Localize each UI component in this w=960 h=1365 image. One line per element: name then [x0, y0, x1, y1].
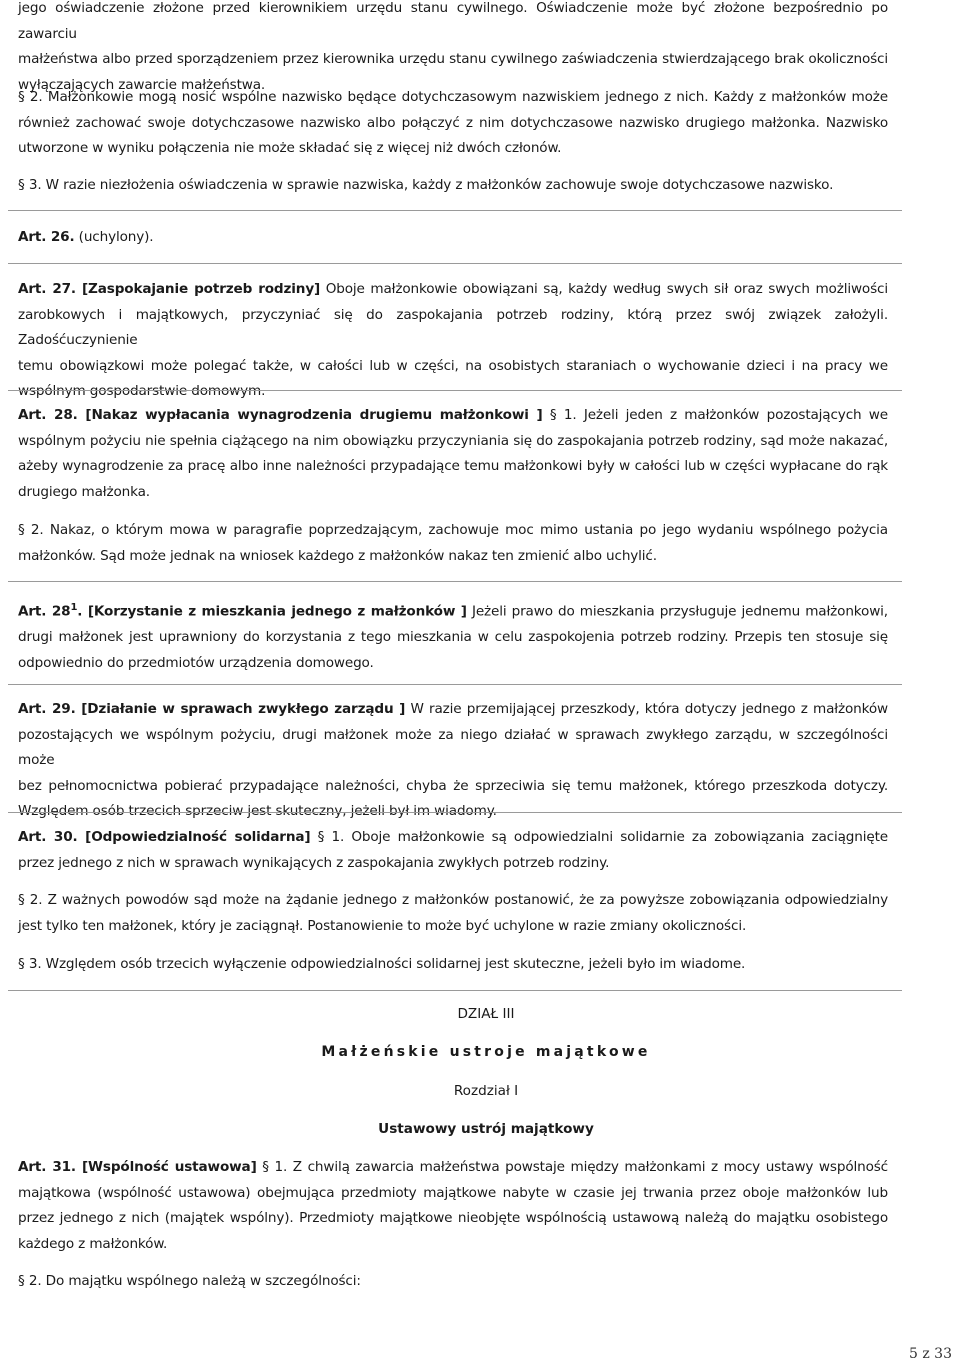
text-line: § 3. Względem osób trzecich wyłączenie odpowiedzialności solidarnej jest skuteczne, jeżeli było im wiadome.: [18, 956, 746, 972]
article-text: § 1. Oboje małżonkowie są odpowiedzialni solidarnie za zobowiązania zaciągnięte: [310, 829, 888, 845]
article-heading: Art. 28: [18, 603, 71, 620]
text-line: zarobkowych i majątkowych, przyczyniać się do zaspokajania potrzeb rodziny, którą przez swój związek założyli. Zadośćuczynienie: [18, 306, 888, 348]
text-line: odpowiednio do przedmiotów urządzenia domowego.: [18, 654, 374, 671]
article-text: (uchylony).: [74, 229, 154, 245]
article-27: [18, 277, 888, 405]
section-label: DZIAŁ III: [457, 1006, 515, 1022]
text-line: § 3. W razie niezłożenia oświadczenia w sprawie nazwiska, każdy z małżonków zachowuje swoje dotychczasowe nazwisko.: [18, 177, 834, 193]
article-28: [18, 403, 888, 505]
article-text: W razie przemijającej przeszkody, która dotyczy jednego z małżonków: [405, 701, 889, 717]
text-line: § 2. Małżonkowie mogą nosić wspólne nazwisko będące dotychczasowym nazwiskiem jednego z nich. Każdy z małżonków może: [18, 89, 888, 105]
article-30-par-3: [18, 952, 888, 978]
text-line: drugiego małżonka.: [18, 483, 150, 500]
text-line: przez jednego z nich (majątek wspólny). Przedmioty majątkowe nieobjęte wspólnością ustawową należą do majątku osobistego: [18, 1210, 888, 1226]
section-title: Małżeńskie ustroje majątkowe: [321, 1044, 651, 1060]
page-number: 5 z 33: [909, 1346, 952, 1362]
article-31-par-2: [18, 1269, 888, 1295]
article-heading-title: . [Korzystanie z mieszkania jednego z małżonków ]: [77, 603, 467, 620]
text-line: Względem osób trzecich sprzeciw jest skuteczny, jeżeli był im wiadomy.: [18, 803, 497, 819]
article-26: [18, 225, 888, 251]
article-text: § 1. Z chwilą zawarcia małżeństwa powstaje między małżonkami z mocy ustawy wspólność: [256, 1159, 888, 1175]
text-line: każdego z małżonków.: [18, 1235, 168, 1252]
divider: [8, 990, 902, 991]
text-line: również zachować swoje dotychczasowe nazwisko albo połączyć z nim dotychczasowe nazwisko drugiego małżonka. Nazwisko: [18, 114, 888, 131]
article-heading: Art. 29. [Działanie w sprawach zwykłego zarządu ]: [18, 701, 406, 717]
text-line: drugi małżonek jest uprawniony do korzystania z tego mieszkania w celu zaspokojenia potrzeb rodziny. Przepis ten stosuje się: [18, 629, 888, 646]
divider: [8, 263, 902, 264]
article-30: [18, 825, 888, 876]
article-heading: Art. 26.: [18, 229, 75, 245]
divider: [8, 210, 902, 211]
paragraph-25-3: [18, 173, 888, 199]
text-line: małżonków. Sąd może jednak na wniosek każdego z małżonków nakaz ten zmienić albo uchylić.: [18, 547, 657, 564]
article-text: Oboje małżonkowie obowiązani są, każdy według swych sił oraz swych możliwości: [320, 281, 888, 297]
article-31: [18, 1155, 888, 1257]
text-line: ażeby wynagrodzenie za pracę albo inne należności przypadające temu małżonkowi były w całości lub w części wypłacane do rąk: [18, 458, 888, 474]
article-superscript: 1: [70, 602, 78, 613]
divider: [8, 581, 902, 582]
text-line: jego oświadczenie złożone przed kierownikiem urzędu stanu cywilnego. Oświadczenie może być złożone bezpośrednio po zawarciu: [18, 0, 888, 42]
text-line: małżeństwa albo przed sporządzeniem przez kierownika urzędu stanu cywilnego zaświadczenia stwierdzającego brak okoliczności: [18, 51, 888, 67]
text-line: wspólnym gospodarstwie domowym.: [18, 383, 266, 399]
text-line: pozostających we wspólnym pożyciu, drugi małżonek może za niego działać w sprawach zwykłego zarządu, w szczególności może: [18, 726, 888, 768]
text-line: bez pełnomocnictwa pobierać przypadające należności, chyba że sprzeciwia się temu małżonek, którego przeszkoda dotyczy.: [18, 777, 888, 794]
text-line: § 2. Do majątku wspólnego należą w szczególności:: [18, 1273, 361, 1289]
article-30-par-2: [18, 888, 888, 939]
paragraph-intro: [18, 0, 888, 98]
article-28-1: [18, 595, 888, 676]
chapter-title: Ustawowy ustrój majątkowy: [378, 1121, 594, 1137]
divider: [8, 684, 902, 685]
article-heading: Art. 31. [Wspólność ustawowa]: [18, 1159, 257, 1175]
article-heading: Art. 27. [Zaspokajanie potrzeb rodziny]: [18, 281, 321, 297]
chapter-label: Rozdział I: [453, 1083, 519, 1099]
article-text: Jeżeli prawo do mieszkania przysługuje jednemu małżonkowi,: [466, 603, 888, 620]
article-28-par-2: [18, 518, 888, 569]
text-line: utworzone w wyniku połączenia nie może składać się z więcej niż dwóch członów.: [18, 140, 562, 156]
text-line: wyłączających zawarcie małżeństwa.: [18, 76, 266, 93]
article-heading: Art. 30. [Odpowiedzialność solidarna]: [18, 829, 311, 845]
divider: [8, 390, 902, 391]
text-line: § 2. Z ważnych powodów sąd może na żądanie jednego z małżonków postanowić, że za powyższe zobowiązania odpowiedzialny: [18, 892, 888, 908]
text-line: wspólnym pożyciu nie spełnia ciążącego na nim obowiązku przyczyniania się do zaspokajania potrzeb rodziny, sąd może nakazać,: [18, 432, 888, 449]
text-line: przez jednego z nich w sprawach wynikających z zaspokajania zwykłych potrzeb rodziny.: [18, 854, 610, 871]
article-heading: Art. 28. [Nakaz wypłacania wynagrodzenia drugiemu małżonkowi ]: [18, 407, 543, 423]
divider: [8, 812, 902, 813]
article-29: [18, 697, 888, 825]
article-text: § 1. Jeżeli jeden z małżonków pozostających we: [542, 407, 888, 423]
text-line: § 2. Nakaz, o którym mowa w paragrafie poprzedzającym, zachowuje moc mimo ustania po jego wydaniu wspólnego pożycia: [18, 522, 888, 538]
paragraph-25-2: [18, 85, 888, 162]
text-line: jest tylko ten małżonek, który je zaciągnął. Postanowienie to może być uchylone w razie zmiany okoliczności.: [18, 917, 747, 934]
text-line: temu obowiązkowi może polegać także, w całości lub w części, na osobistych staraniach o wychowanie dzieci i na pracy we: [18, 357, 888, 374]
text-line: majątkowa (wspólność ustawowa) obejmująca przedmioty majątkowe nabyte w czasie jej trwania przez oboje małżonków lub: [18, 1184, 888, 1201]
